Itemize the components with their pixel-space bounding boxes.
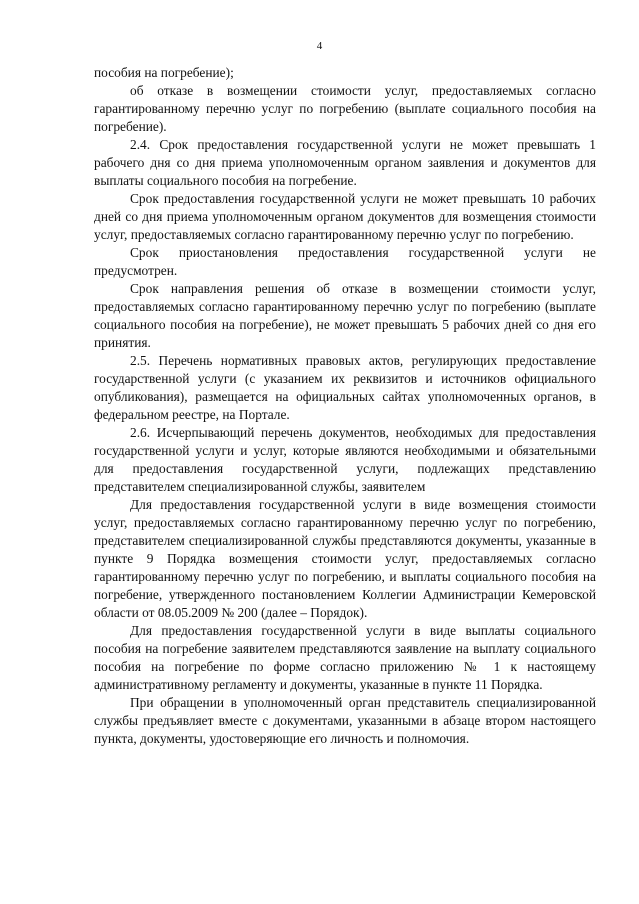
paragraph-refusal-term: Срок направления решения об отказе в возмещении стоимости услуг, предоставляемых согласно гарантированному перечню услуг по погребению (выплате социального пособия на погребение), не может превышать 5 рабочих дней со дня его принятия.: [94, 281, 596, 350]
paragraph-refusal-decision: об отказе в возмещении стоимости услуг, предоставляемых согласно гарантированному перечню услуг по погребению (выплате социального пособия на погребение).: [94, 83, 596, 134]
paragraph-continuation: пособия на погребение);: [94, 65, 234, 80]
paragraph-reimbursement-documents: Для предоставления государственной услуги в виде возмещения стоимости услуг, предоставляемых согласно гарантированному перечню услуг по погребению, представителем специализированной службы представляются документы, указанные в пункте 9 Порядка возмещения стоимости услуг, предоставляемых согласно гарантированному перечню услуг по погребению, и выплаты социального пособия на погребение, утвержденного постановлением Коллегии Администрации Кемеровской области от 08.05.2009 № 200 (далее – Порядок).: [94, 497, 596, 620]
paragraph-representative-identity: При обращении в уполномоченный орган представитель специализированной службы предъявляет вместе с документами, указанными в абзаце втором настоящего пункта, документы, удостоверяющие его личность и полномочия.: [94, 695, 596, 746]
page-number: 4: [316, 40, 323, 52]
document-body: [94, 64, 596, 748]
paragraph-allowance-documents: Для предоставления государственной услуги в виде выплаты социального пособия на погребение заявителем представляются заявление на выплату социального пособия на погребение по форме согласно приложению № 1 к настоящему административному регламенту и документы, указанные в пункте 11 Порядка.: [94, 623, 596, 692]
paragraph-2-4-term: 2.4. Срок предоставления государственной услуги не может превышать 1 рабочего дня со дня приема уполномоченным органом заявления и документов для выплаты социального пособия на погребение.: [94, 137, 596, 188]
paragraph-2-5-legal-acts: 2.5. Перечень нормативных правовых актов, регулирующих предоставление государственной услуги (с указанием их реквизитов и источников официального опубликования), размещается на официальных сайтах уполномоченных органов, в федеральном реестре, на Портале.: [94, 353, 596, 422]
paragraph-suspension-term: Срок приостановления предоставления государственной услуги не предусмотрен.: [94, 245, 596, 278]
paragraph-2-6-documents: 2.6. Исчерпывающий перечень документов, необходимых для предоставления государственной услуги и услуг, которые являются необходимыми и обязательными для предоставления государственной услуги, подлежащих представлению представителем специализированной службы, заявителем: [94, 425, 596, 494]
paragraph-term-reimbursement: Срок предоставления государственной услуги не может превышать 10 рабочих дней со дня приема уполномоченным органом документов для возмещения стоимости услуг, предоставляемых согласно гарантированному перечню услуг по погребению.: [94, 191, 596, 242]
